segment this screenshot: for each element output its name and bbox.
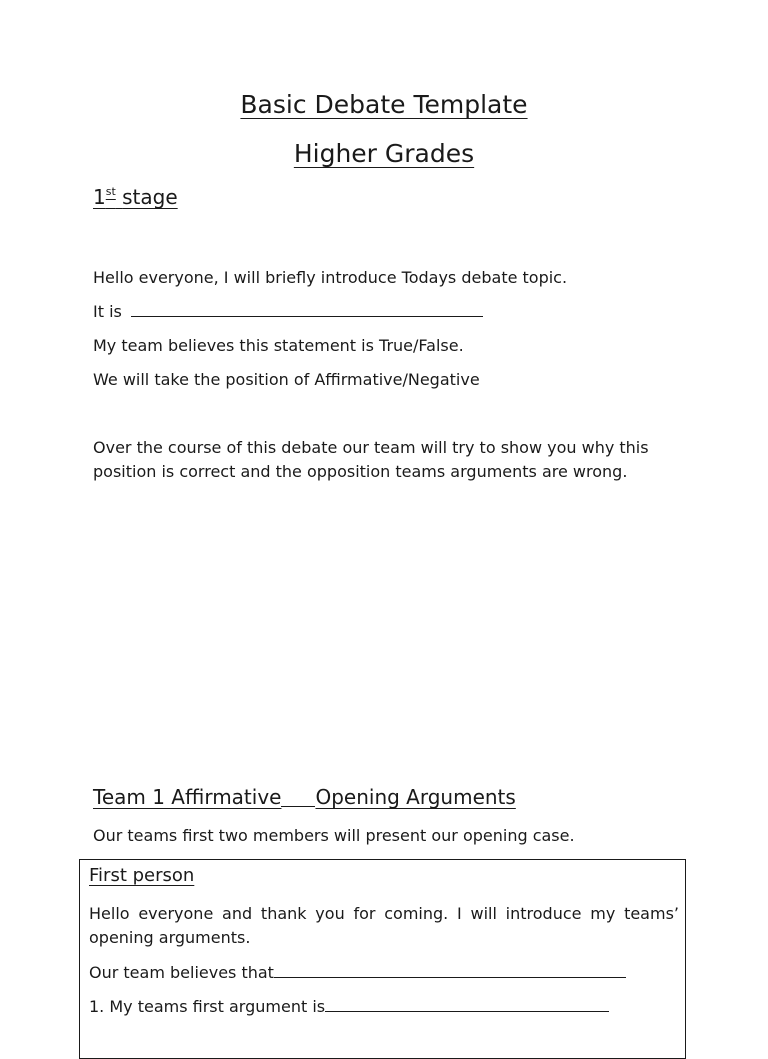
course-paragraph: Over the course of this debate our team will try to show you why this position is correct and the opposition teams arguments are wrong.: [93, 438, 649, 481]
belief-blank-line: [274, 963, 626, 978]
stage-label: stage: [122, 185, 178, 209]
first-person-intro: Hello everyone and thank you for coming. I will introduce my teams’ opening arguments.: [89, 904, 679, 947]
first-person-box: [79, 859, 686, 1059]
document-title: Basic Debate Template: [240, 90, 528, 119]
section-label: Opening Arguments: [315, 785, 516, 809]
stage-number: 1: [93, 185, 106, 209]
topic-blank-line: [131, 302, 483, 317]
team-heading: [93, 785, 516, 809]
team-heading-underline-gap: [281, 786, 315, 807]
team-description: Our teams first two members will present our opening case.: [93, 826, 575, 845]
document-subtitle: Higher Grades: [293, 139, 475, 168]
intro-line-1: Hello everyone, I will briefly introduce Todays debate topic.: [93, 268, 568, 287]
argument-prefix: 1. My teams first argument is: [89, 997, 326, 1016]
argument-blank-line: [325, 997, 609, 1012]
topic-prefix: It is: [93, 302, 122, 321]
first-person-heading: First person: [89, 865, 195, 886]
team-label: Team 1 Affirmative: [93, 785, 282, 809]
stage-ordinal-suffix: st: [105, 185, 116, 198]
intro-line-2: [93, 300, 483, 324]
first-argument-line: [89, 995, 609, 1019]
belief-prefix: Our team believes that: [89, 963, 274, 982]
intro-line-3: My team believes this statement is True/False.: [93, 336, 464, 355]
belief-line: [89, 961, 626, 985]
intro-line-4: We will take the position of Affirmative/Negative: [93, 370, 480, 389]
stage-heading: [93, 185, 178, 209]
